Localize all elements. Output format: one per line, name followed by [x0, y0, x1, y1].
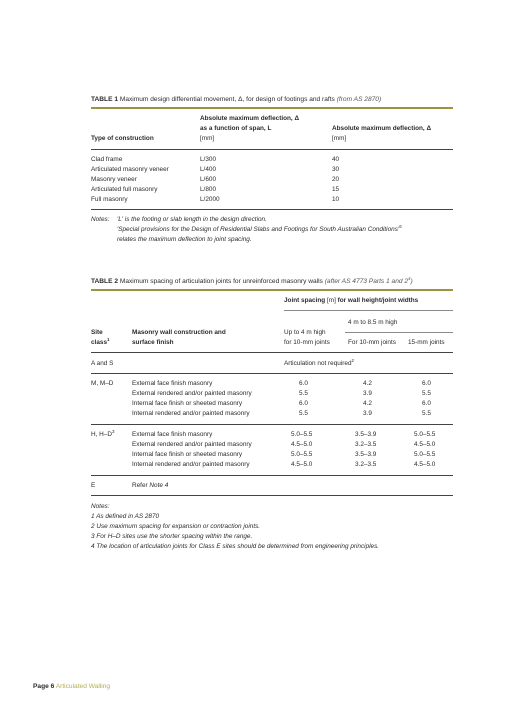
table2-m-row-1-wall: External face finish masonry [132, 380, 213, 387]
table2-group-rule [284, 310, 453, 311]
table1-row-2-relative: L/400 [200, 166, 216, 173]
table2-m-row-2-wall: External rendered and/or painted masonry [132, 390, 252, 397]
table1-header-col1: Type of construction [91, 135, 154, 142]
table1-header-rule [91, 149, 453, 150]
table2-caption-source: (after AS 4773 Parts 1 and $2^4$) [324, 275, 413, 285]
table2-row-as-site: A and S [91, 360, 114, 367]
table1-top-rule [91, 107, 453, 109]
table2-m-row-3-c5: 6.0 [422, 400, 431, 407]
table2-header-subgroup: 4 m to 8.5 m high [348, 319, 398, 326]
table1-note-ref: 5 [399, 223, 402, 229]
table2-h-row-4-c5: 4.5–5.0 [414, 461, 436, 468]
page-number: Page 6 [33, 683, 55, 690]
table2-header-group: Joint spacing [m] for wall height/joint widths [284, 297, 419, 304]
table1-header-col2-unit: [mm] [200, 135, 215, 142]
table2-h-row-1-c3: 5.0–5.5 [291, 431, 313, 438]
table2-group-m-site: M, M–D [91, 380, 114, 387]
table1-note-line1: 'L' is the footing or slab length in the design direction. [117, 216, 267, 223]
table1-bottom-rule [91, 209, 453, 210]
table2-notes-label: Notes: [91, 503, 110, 510]
table1-note-line3: relates the maximum deflection to joint spacing. [117, 236, 252, 243]
table1-header-col3-unit: [mm] [332, 135, 347, 142]
table1-row-3-relative: L/600 [200, 176, 216, 183]
table1-row-4-relative: L/800 [200, 186, 216, 193]
table2-header-site-line2: class$^1$ [91, 336, 110, 346]
table2-m-row-4-c4: 3.9 [363, 410, 372, 417]
table1-label: TABLE 1 [91, 96, 118, 103]
table2-header-site-line1: Site [91, 329, 103, 336]
table2-m-row-3-c4: 4.2 [363, 400, 372, 407]
table2-rule-h [91, 475, 453, 476]
table2-m-row-1-c4: 4.2 [363, 380, 372, 387]
table2-note-4: 4 The location of articulation joints for Class E sites should be determined from engineering principles. [91, 543, 380, 550]
table2-m-row-4-wall: Internal rendered and/or painted masonry [132, 410, 250, 417]
table2-caption-text: Maximum spacing of articulation joints for unreinforced masonry walls [118, 278, 323, 285]
table2-subgroup-rule [345, 332, 453, 333]
table2-m-row-1-c3: 6.0 [299, 380, 308, 387]
table1-header-col2-line1: Absolute maximum deflection, Δ [200, 115, 300, 122]
table2-h-row-4-c3: 4.5–5.0 [291, 461, 313, 468]
table2-row-e-site: E [91, 482, 96, 489]
footer-title: Articulated Walling [55, 683, 111, 690]
table2-note-1: 1 As defined in AS 2870 [91, 513, 160, 520]
table2-header-col4: For 10-mm joints [348, 339, 396, 346]
table2-h-row-3-c3: 5.0–5.5 [291, 451, 313, 458]
table1-header-col2-line2: as a function of span, L [200, 125, 272, 132]
table2-m-row-3-c3: 6.0 [299, 400, 308, 407]
table1-row-4-type: Articulated full masonry [91, 186, 158, 193]
table2-h-row-2-c5: 4.5–5.0 [414, 441, 436, 448]
table2-h-row-4-c4: 3.2–3.5 [355, 461, 377, 468]
table2-m-row-2-c3: 5.5 [299, 390, 308, 397]
table2-header-col3-line2: for 10-mm joints [284, 339, 330, 346]
table2-row-as-text: Articulation not required$^2$ [284, 357, 355, 367]
table1-caption-source: (from AS 2870) [336, 96, 382, 103]
table2-header-wall-line1: Masonry wall construction and [132, 329, 226, 336]
table2-note-3: 3 For H–D sites use the shorter spacing within the range. [91, 533, 253, 540]
table2-top-rule [91, 289, 453, 291]
table2-m-row-1-c5: 6.0 [422, 380, 431, 387]
table1-notes-label: Notes: [91, 216, 110, 223]
table2-note-2: 2 Use maximum spacing for expansion or contraction joints. [91, 523, 261, 530]
table1-row-5-relative: L/2000 [200, 196, 220, 203]
table2-rule-m [91, 424, 453, 425]
table2-m-row-2-c4: 3.9 [363, 390, 372, 397]
table2-rule-as [91, 373, 453, 374]
table2-header-rule [91, 352, 453, 353]
table1-row-1-absolute: 40 [332, 156, 340, 163]
table1-row-4-absolute: 15 [332, 186, 340, 193]
table2-h-row-4-wall: Internal rendered and/or painted masonry [132, 461, 250, 468]
table1-row-2-type: Articulated masonry veneer [91, 166, 169, 173]
page-footer [33, 683, 110, 691]
table2-bottom-rule [91, 495, 453, 496]
table1-row-3-type: Masonry veneer [91, 176, 137, 183]
table1-caption [91, 96, 453, 104]
table2-h-row-1-c5: 5.0–5.5 [414, 431, 436, 438]
table2-h-row-3-wall: Internal face finish or sheeted masonry [132, 451, 243, 458]
table2-group-h-site: H, $H-D^3$ [91, 428, 115, 438]
table2-header-col3-line1: Up to 4 m high [284, 329, 326, 336]
table2-m-row-2-c5: 5.5 [422, 390, 431, 397]
table1-row-2-absolute: 30 [332, 166, 340, 173]
table1-row-1-type: Clad frame [91, 156, 123, 163]
table1-note-line2: 'Special provisions for the Design of Residential Slabs and Footings for South Australian $Conditions'^5$ [117, 223, 402, 233]
table2-h-row-3-c5: 5.0–5.5 [414, 451, 436, 458]
table1-caption-text: Maximum design differential movement, Δ, for design of footings and rafts [118, 96, 335, 103]
table1-row-5-type: Full masonry [91, 196, 128, 203]
table2-caption [91, 275, 453, 286]
table2-m-row-3-wall: Internal face finish or sheeted masonry [132, 400, 243, 407]
table2-m-row-4-c5: 5.5 [422, 410, 431, 417]
table2-h-row-1-wall: External face finish masonry [132, 431, 213, 438]
table1-row-5-absolute: 10 [332, 196, 340, 203]
table1-row-3-absolute: 20 [332, 176, 340, 183]
table1-row-1-relative: L/300 [200, 156, 216, 163]
table2-h-row-1-c4: 3.5–3.9 [355, 431, 377, 438]
table2-label: TABLE 2 [91, 278, 118, 285]
table2-header-col5: 15-mm joints [408, 339, 445, 346]
table2-row-e-text: Refer Note 4 [132, 482, 169, 489]
table2-h-row-2-c3: 4.5–5.0 [291, 441, 313, 448]
table2-h-row-2-c4: 3.2–3.5 [355, 441, 377, 448]
table2-header-wall-line2: surface finish [132, 339, 174, 346]
table2-m-row-4-c3: 5.5 [299, 410, 308, 417]
table1-header-col3-line1: Absolute maximum deflection, Δ [332, 125, 432, 132]
table2-h-row-3-c4: 3.5–3.9 [355, 451, 377, 458]
table2-h-row-2-wall: External rendered and/or painted masonry [132, 441, 252, 448]
